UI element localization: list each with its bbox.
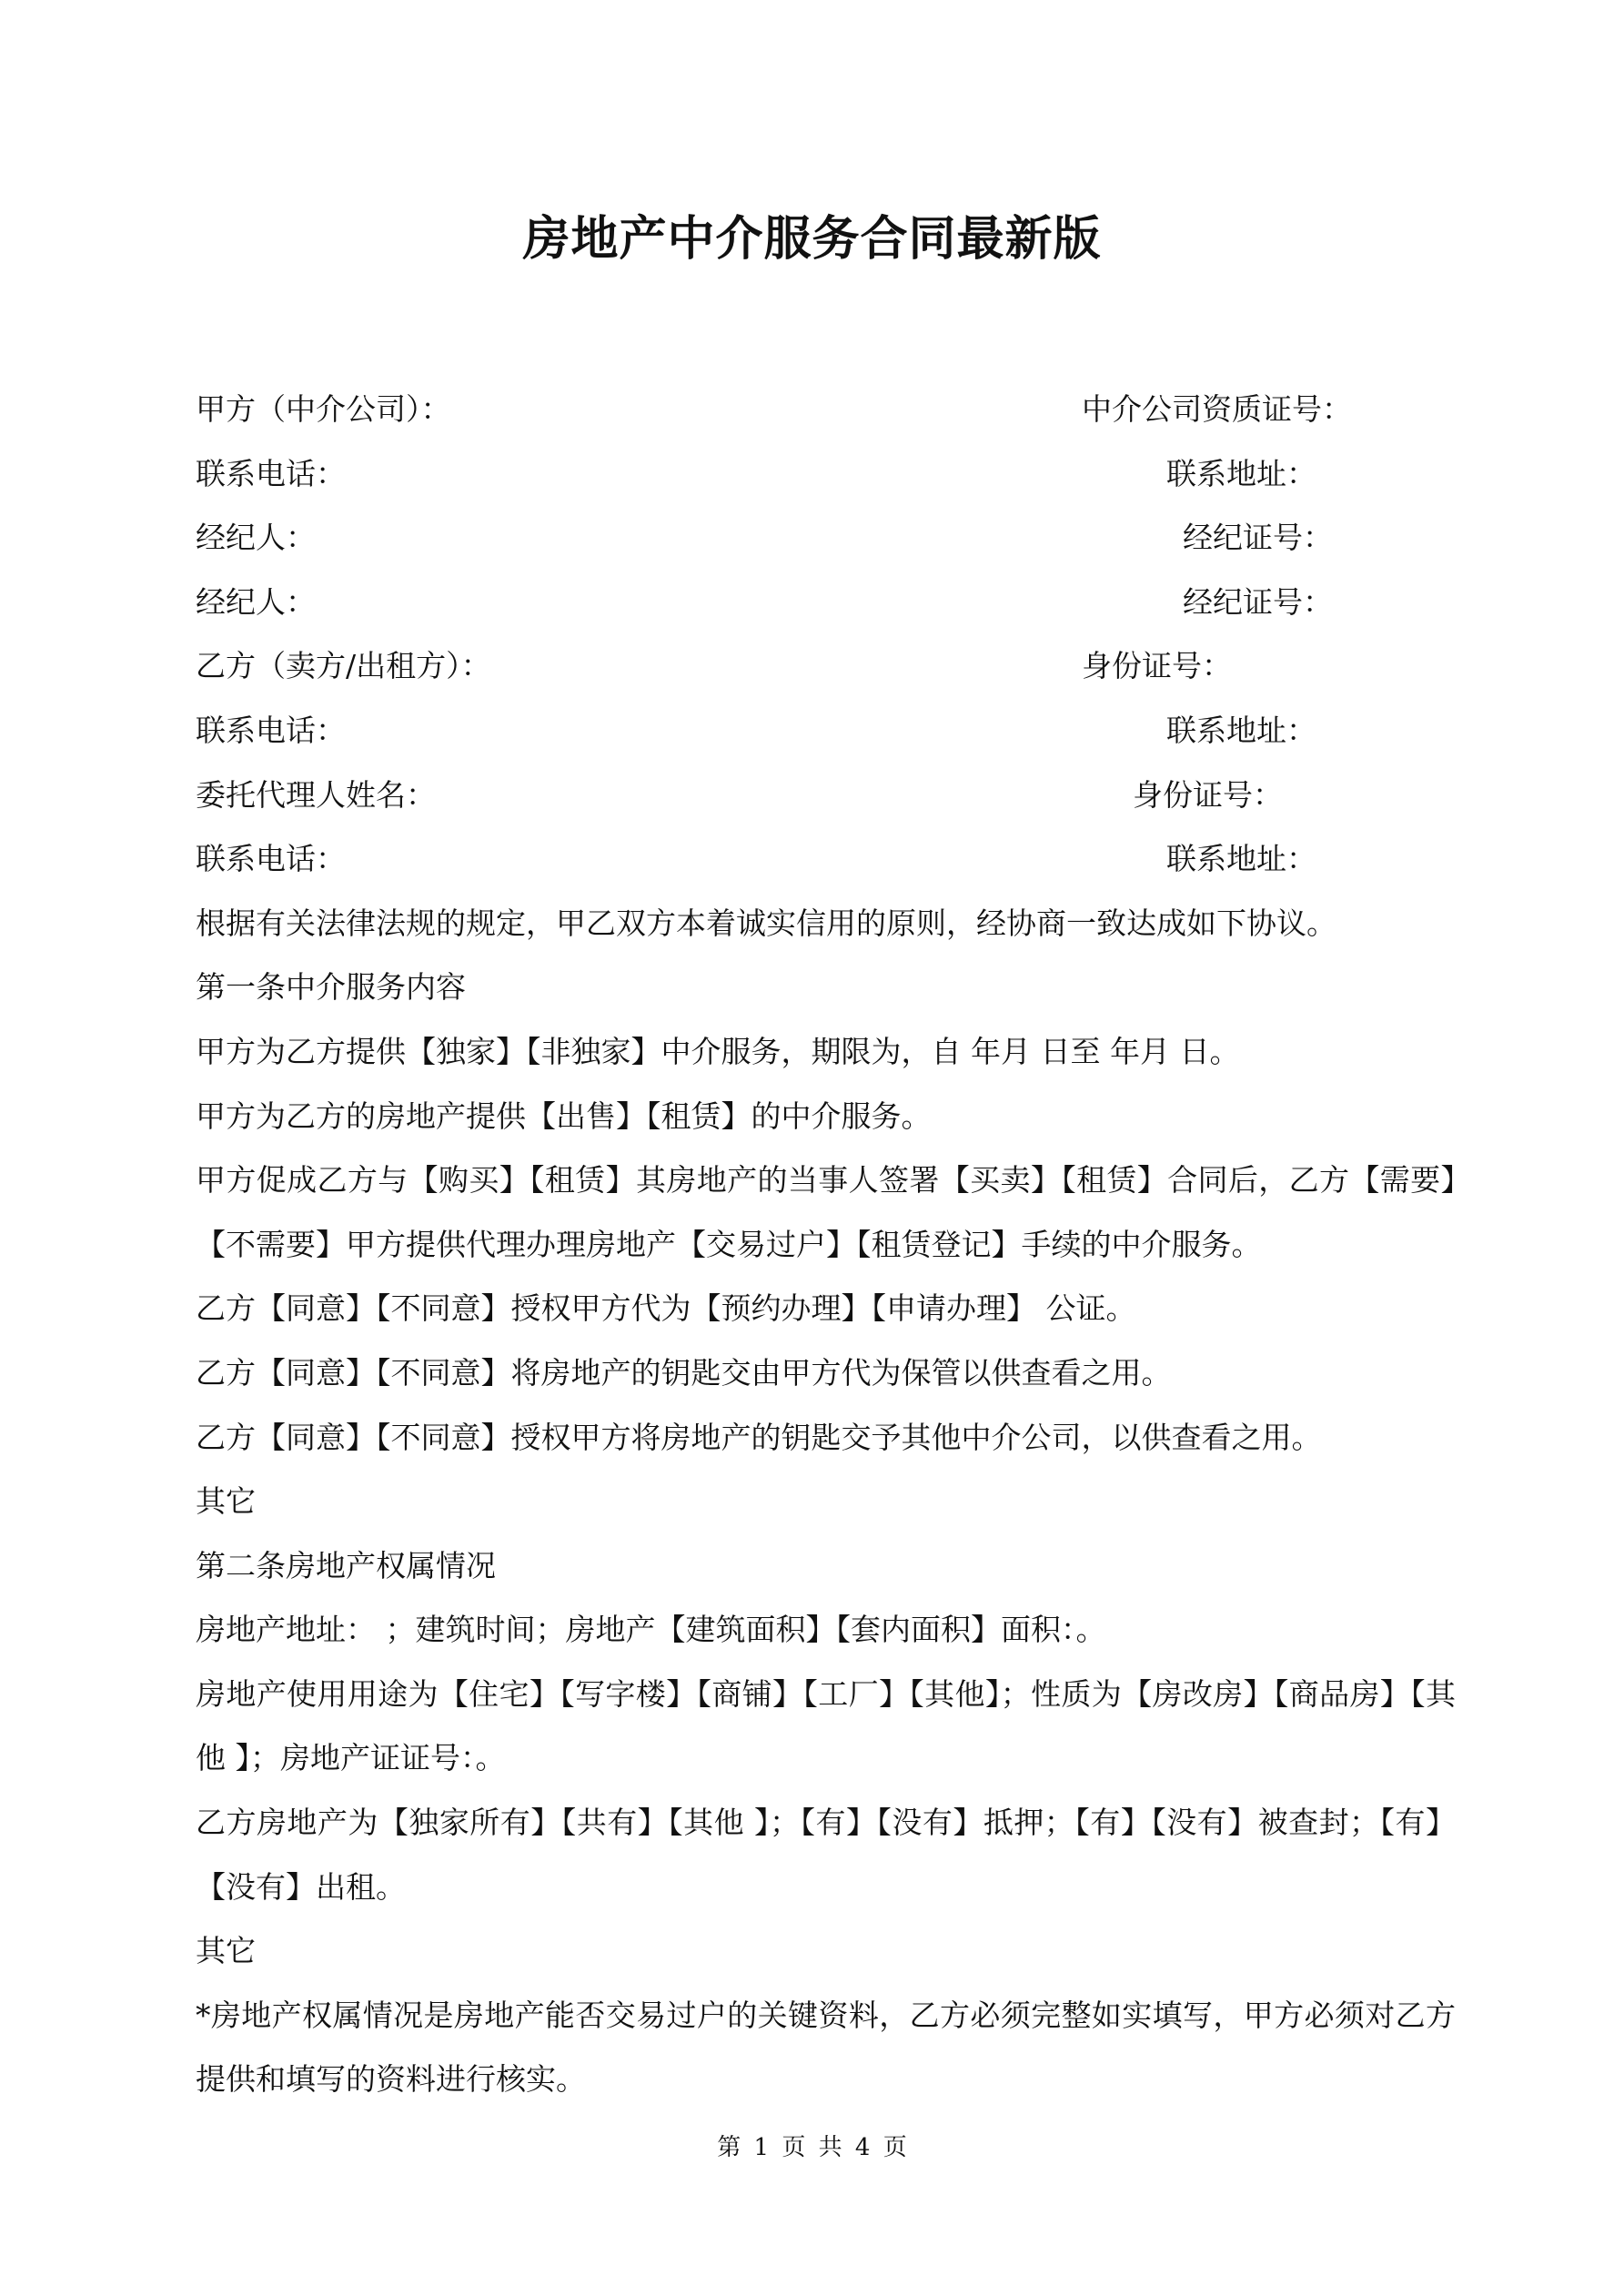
section-2-heading: 第二条房地产权属情况	[196, 1547, 496, 1583]
clause-transfer-service: 甲方促成乙方与【购买】【租赁】其房地产的当事人签署【买卖】【租赁】合同后，乙方【需要】【不需要】甲方提供代理办理房地产【交易过户】【租赁登记】手续的中介服务。	[196, 1162, 1456, 1262]
agent-1-label: 经纪人：	[196, 520, 316, 556]
clause-key-custody: 乙方【同意】【不同意】将房地产的钥匙交由甲方代为保管以供查看之用。	[196, 1354, 1172, 1391]
party-row-agent-1	[196, 506, 1456, 571]
seller-label: 乙方（卖方/出租方）：	[196, 648, 491, 684]
party-row-seller	[196, 634, 1456, 699]
party-row-seller-contact	[196, 699, 1456, 764]
company-license-label: 中介公司资质证号：	[1082, 391, 1352, 427]
agent-2-label: 经纪人：	[196, 583, 316, 620]
clause-property-usage: 房地产使用用途为【住宅】【写字楼】【商铺】【工厂】【其他】；性质为【房改房】【商品房】【其他 】；房地产证证号：。	[196, 1675, 1456, 1776]
page-footer: 第 1 页 共 4 页	[717, 2134, 907, 2161]
preamble-paragraph: 根据有关法律法规的规定，甲乙双方本着诚实信用的原则，经协商一致达成如下协议。	[196, 905, 1337, 941]
clause-notarization: 乙方【同意】【不同意】授权甲方代为【预约办理】【申请办理】 公证。	[196, 1290, 1136, 1327]
company-label: 甲方（中介公司）：	[196, 391, 451, 427]
clause-property-ownership: 乙方房地产为【独家所有】【共有】【其他 】；【有】【没有】抵押；【有】【没有】被查封；【有】【没有】出租。	[196, 1805, 1456, 1905]
proxy-phone-label: 联系电话：	[196, 841, 346, 877]
clause-other-2: 其它	[196, 1933, 256, 1969]
document-body	[196, 378, 1456, 2112]
proxy-address-label: 联系地址：	[1166, 841, 1316, 877]
clause-property-address: 房地产地址： ；建筑时间；房地产【建筑面积】【套内面积】面积：。	[196, 1612, 1106, 1648]
seller-phone-label: 联系电话：	[196, 712, 346, 748]
clause-service-type: 甲方为乙方提供【独家】【非独家】中介服务，期限为，自 年月 日至 年月 日。	[196, 1033, 1240, 1069]
clause-service-scope: 甲方为乙方的房地产提供【出售】【租赁】的中介服务。	[196, 1097, 932, 1134]
party-row-company-contact	[196, 442, 1456, 507]
company-address-label: 联系地址：	[1166, 455, 1316, 491]
agent-1-cert-label: 经纪证号：	[1183, 520, 1333, 556]
proxy-name-label: 委托代理人姓名：	[196, 776, 436, 813]
party-row-proxy-contact	[196, 827, 1456, 892]
seller-address-label: 联系地址：	[1166, 712, 1316, 748]
proxy-id-label: 身份证号：	[1133, 776, 1283, 813]
clause-key-sharing: 乙方【同意】【不同意】授权甲方将房地产的钥匙交予其他中介公司，以供查看之用。	[196, 1419, 1322, 1455]
clause-other-1: 其它	[196, 1483, 256, 1520]
document-title: 房地产中介服务合同最新版	[522, 211, 1102, 267]
company-phone-label: 联系电话：	[196, 455, 346, 491]
party-row-company	[196, 378, 1456, 442]
party-row-proxy	[196, 764, 1456, 828]
clause-ownership-note: *房地产权属情况是房地产能否交易过户的关键资料，乙方必须完整如实填写，甲方必须对乙方提供和填写的资料进行核实。	[196, 1997, 1456, 2098]
agent-2-cert-label: 经纪证号：	[1183, 583, 1333, 620]
party-row-agent-2	[196, 571, 1456, 635]
section-1-heading: 第一条中介服务内容	[196, 969, 466, 1006]
seller-id-label: 身份证号：	[1082, 648, 1232, 684]
